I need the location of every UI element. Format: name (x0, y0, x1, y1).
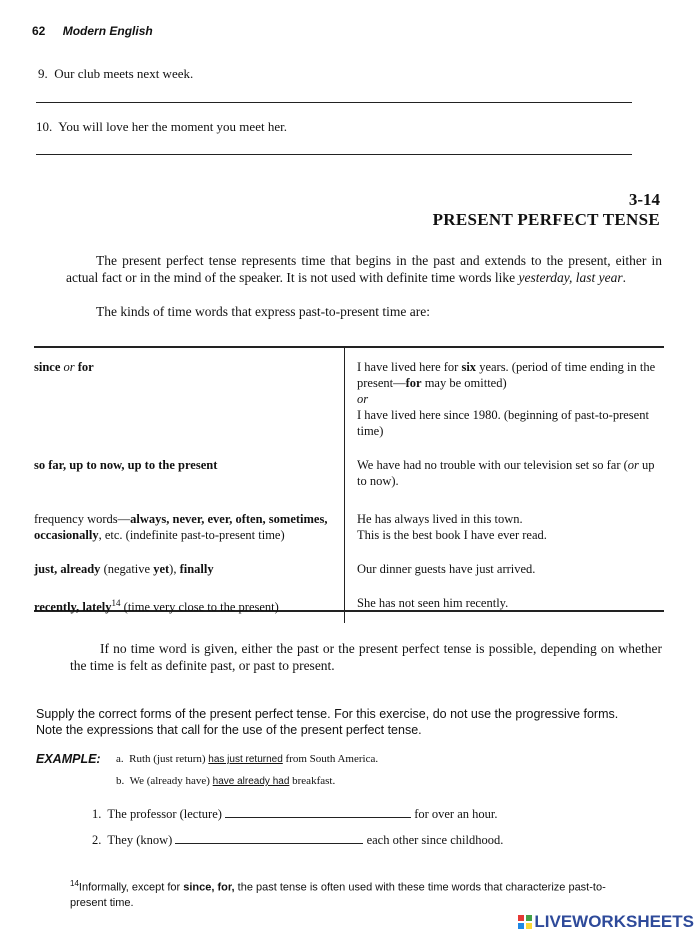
time-word-cell: recently, lately$^{14}$ (time very close to the present) (34, 598, 279, 615)
table-row (34, 447, 664, 497)
item-number: 10. (36, 119, 53, 134)
note-paragraph: If no time word is given, either the past or the present perfect tense is possible, depending on whether the time is felt as definite past, or past to present. (70, 641, 662, 673)
answer-line[interactable] (36, 154, 632, 155)
answer-line[interactable] (36, 102, 632, 103)
example-answer: have already had (212, 776, 290, 787)
example-rest: from South America. (285, 753, 379, 765)
page-header (32, 24, 153, 38)
example-cell: Our dinner guests have just arrived. (345, 551, 665, 585)
table-row (34, 497, 664, 551)
question-prompt: They (know) (107, 833, 173, 847)
example-prompt: Ruth (just return) (129, 753, 206, 765)
item-text: Our club meets next week. (54, 66, 194, 81)
question-1 (92, 806, 498, 822)
item-number: 9. (38, 66, 48, 81)
liveworksheets-logo (518, 912, 694, 932)
question-prompt: The professor (lecture) (107, 807, 222, 821)
footnote: $^{14}$Informally, except for since, for, the past tense is often used with these time words that characterize past-to-present time. (70, 879, 606, 909)
intro-italic-examples: yesterday, last year (518, 270, 623, 285)
example-letter: b. (116, 775, 125, 787)
example-prompt: We (already have) (129, 775, 210, 787)
example-label: EXAMPLE: (36, 752, 101, 766)
question-rest: for over an hour. (414, 807, 498, 821)
table-row (34, 347, 664, 447)
section-number: 3-14 (628, 190, 660, 209)
time-words-table (34, 347, 664, 623)
time-word-cell: since or for (34, 360, 94, 374)
example-cell: We have had no trouble with our television set so far (or up to now). (345, 447, 665, 497)
question-2 (92, 832, 503, 848)
question-rest: each other since childhood. (366, 833, 504, 847)
question-number: 1. (92, 807, 102, 821)
time-word-cell: frequency words—always, never, ever, often, sometimes, occasionally, etc. (indefinite past-to-present time) (34, 512, 328, 542)
table-row (34, 551, 664, 585)
intro-paragraph-2: The kinds of time words that express past-to-present time are: (96, 304, 431, 319)
time-word-cell: so far, up to now, up to the present (34, 458, 218, 472)
instructions: Supply the correct forms of the present perfect tense. For this exercise, do not use the progressive forms. Note the expressions that call for the use of the present perfect tense. (36, 707, 619, 737)
exercise-item-9 (38, 66, 193, 82)
logo-icon (518, 915, 532, 929)
book-title: Modern English (62, 24, 153, 38)
example-rest: breakfast. (292, 775, 336, 787)
example-cell: She has not seen him recently. (345, 585, 665, 623)
answer-blank[interactable] (225, 806, 411, 818)
page-number: 62 (32, 24, 46, 38)
table-row (34, 585, 664, 623)
example-cell: I have lived here for six years. (period of time ending in the present—for may be omitted) or I have lived here since 1980. (beginning of past-to-present time) (345, 347, 665, 447)
intro-text-end: . (622, 270, 626, 285)
example-letter: a. (116, 753, 124, 765)
example-cell: He has always lived in this town. This is the best book I have ever read. (345, 497, 665, 551)
intro-paragraph (66, 252, 662, 286)
item-text: You will love her the moment you meet her. (58, 119, 287, 134)
exercise-item-10 (36, 119, 287, 135)
answer-blank[interactable] (175, 832, 363, 844)
section-title: PRESENT PERFECT TENSE (432, 210, 660, 229)
example-b (116, 775, 335, 787)
question-number: 2. (92, 833, 102, 847)
logo-text: LIVEWORKSHEETS (534, 912, 694, 931)
example-answer: has just returned (208, 754, 283, 765)
time-word-cell: just, already (negative yet), finally (34, 562, 214, 576)
example-a (116, 753, 378, 765)
intro-text: The present perfect tense represents time that begins in the past and extends to the present, either in actual fact or in the mind of the speaker. It is not used with definite time words like (66, 253, 662, 285)
